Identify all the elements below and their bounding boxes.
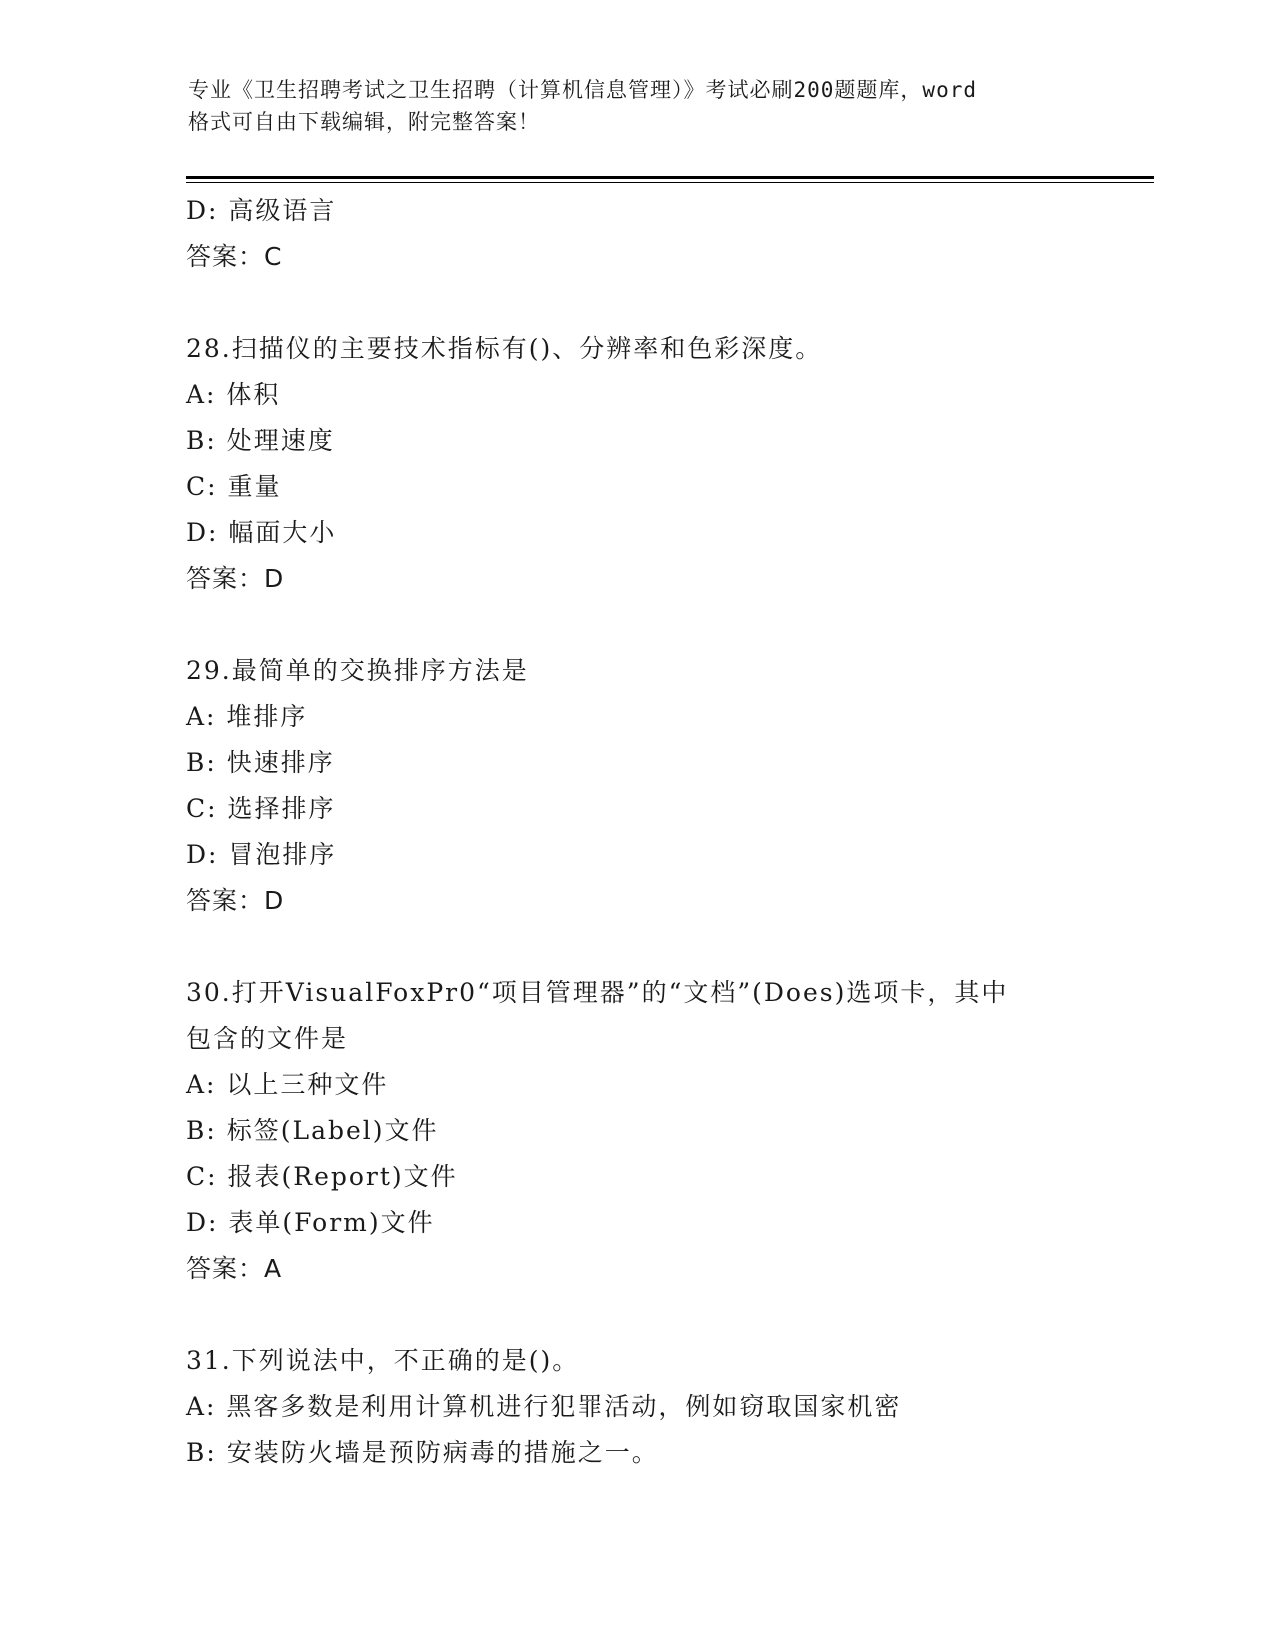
option-a: A: 黑客多数是利用计算机进行犯罪活动，例如窃取国家机密 [186,1392,902,1421]
option-a: A: 堆排序 [186,702,308,731]
option-b: B: 标签(Label)文件 [186,1116,439,1145]
question-stem: 29.最简单的交换排序方法是 [186,656,529,685]
question-stem: 28.扫描仪的主要技术指标有()、分辨率和色彩深度。 [186,334,823,363]
spacer [186,1292,1136,1338]
question-block-29 [186,648,1136,924]
spacer [186,924,1136,970]
answer-line: 答案：D [186,886,285,915]
answer-line: 答案：C [186,242,283,271]
answer-line: 答案：A [186,1254,283,1283]
spacer [186,602,1136,648]
header-title-line-2: 格式可自由下载编辑，附完整答案！ [188,110,540,134]
spacer [186,280,1136,326]
document-header [188,74,1088,138]
question-stem: 31.下列说法中，不正确的是()。 [186,1346,580,1375]
option-b: B: 安装防火墙是预防病毒的措施之一。 [186,1438,659,1467]
question-block-30 [186,970,1136,1292]
header-rule-thick [186,176,1154,179]
option-b: B: 处理速度 [186,426,335,455]
header-title-line-1: 专业《卫生招聘考试之卫生招聘（计算机信息管理）》考试必刷200题题库，word [188,78,977,102]
question-stem-line-1: 30.打开VisualFoxPr0“项目管理器”的“文档”(Does)选项卡，其中 [186,978,1009,1007]
question-content [186,188,1136,1476]
option-d: D: 幅面大小 [186,518,337,547]
answer-line: 答案：D [186,564,285,593]
option-d: D: 冒泡排序 [186,840,337,869]
option-a: A: 体积 [186,380,281,409]
header-rule-thin [186,182,1154,183]
question-stem-line-2: 包含的文件是 [186,1024,349,1053]
option-c: C: 重量 [186,472,282,501]
question-block-28 [186,326,1136,602]
option-c: C: 报表(Report)文件 [186,1162,458,1191]
option-b: B: 快速排序 [186,748,335,777]
question-block-31 [186,1338,1136,1476]
option-c: C: 选择排序 [186,794,336,823]
option-d: D: 高级语言 [186,196,337,225]
option-a: A: 以上三种文件 [186,1070,389,1099]
option-d: D: 表单(Form)文件 [186,1208,435,1237]
